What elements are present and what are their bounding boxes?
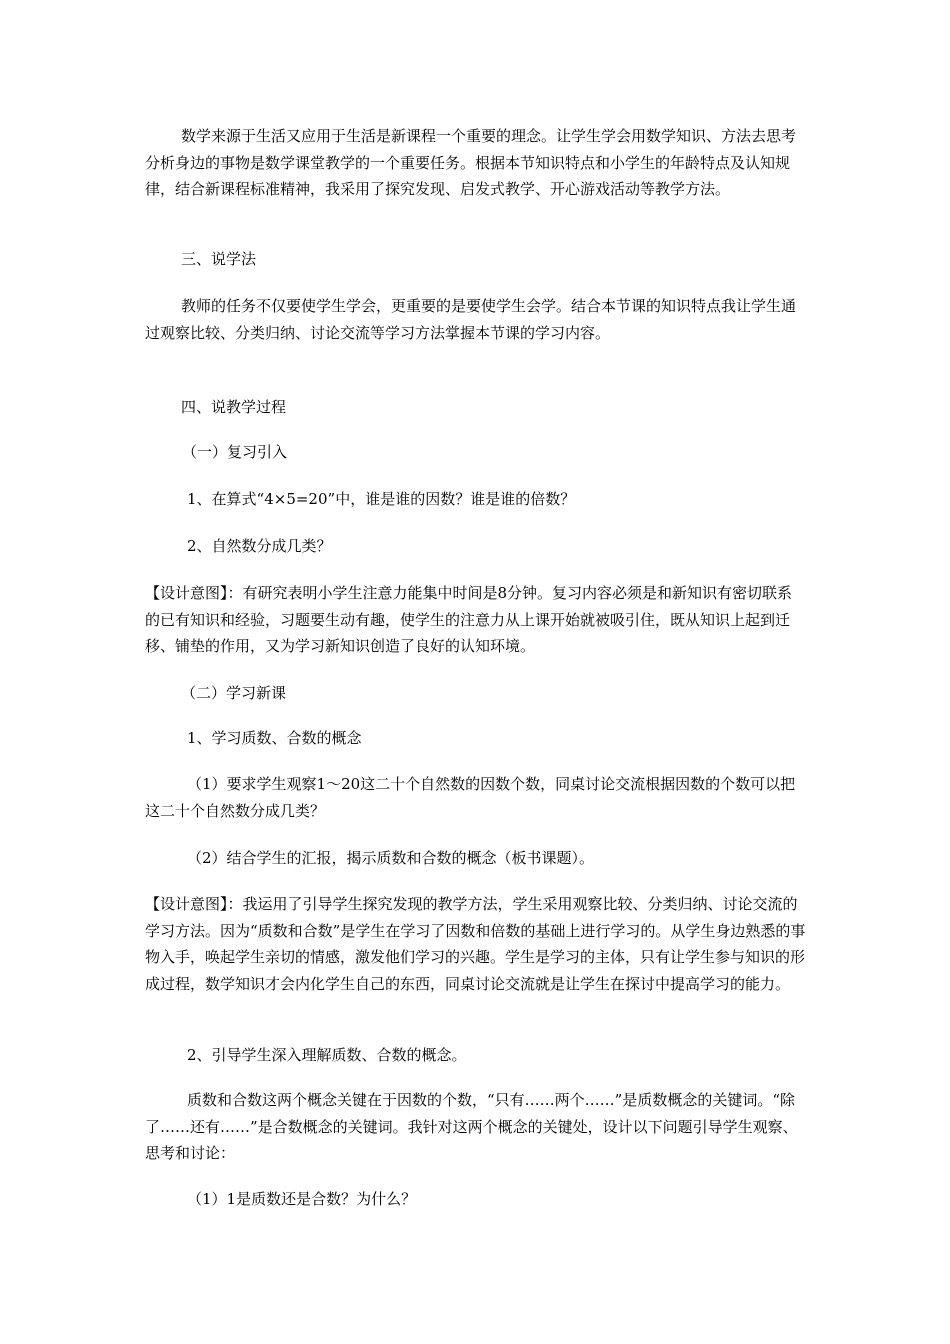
lesson-step-observe-factors: （1）要求学生观察1～20这二十个自然数的因数个数，同桌讨论交流根据因数的个数可以把这二十个自然数分成几类？ (145, 775, 796, 820)
design-intent-review: 【设计意图】：有研究表明小学生注意力能集中时间是8分钟。复习内容必须是和新知识有密切联系的已有知识和经验，习题要生动有趣，使学生的注意力从上课开始就被吸引住，既从知识上起到迁移、铺垫的作用，又为学习新知识创造了良好的认知环境。 (145, 584, 793, 655)
paragraph-teaching-methods: 数学来源于生活又应用于生活是新课程一个重要的理念。让学生学会用数学知识、方法去思考分析身边的事物是数学课堂教学的一个重要任务。根据本节知识特点和小学生的年龄特点及认知规律，结合新课程标准精神，我采用了探究发现、启发式教学、开心游戏活动等教学方法。 (145, 127, 797, 198)
heading-teaching-process: 四、说教学过程 (181, 398, 287, 416)
review-question-1: 1、在算式“4×5=20”中，谁是谁的因数？谁是谁的倍数？ (187, 490, 576, 508)
subheading-prime-composite-concepts: 1、学习质数、合数的概念 (187, 729, 362, 747)
heading-review-introduction: （一）复习引入 (182, 443, 288, 461)
review-question-2: 2、自然数分成几类？ (187, 537, 332, 555)
heading-learning-methods: 三、说学法 (181, 250, 257, 268)
lesson-step-reveal-concepts: （2）结合学生的汇报，揭示质数和合数的概念（板书课题）。 (187, 849, 595, 867)
paragraph-learning-methods: 教师的任务不仅要使学生学会，更重要的是要使学生会学。结合本节课的知识特点我让学生通过观察比较、分类归纳、讨论交流等学习方法掌握本节课的学习内容。 (145, 297, 797, 342)
subheading-deep-understanding: 2、引导学生深入理解质数、合数的概念。 (187, 1046, 467, 1064)
question-one-prime-or-composite: （1）1是质数还是合数？为什么？ (187, 1190, 417, 1208)
paragraph-key-words: 质数和合数这两个概念关键在于因数的个数，“只有……两个……”是质数概念的关键词。“除了……还有……”是合数概念的关键词。我针对这两个概念的关键处，设计以下问题引导学生观察、思考和讨论： (145, 1091, 798, 1162)
design-intent-new-lesson: 【设计意图】：我运用了引导学生探究发现的教学方法，学生采用观察比较、分类归纳、讨论交流的学习方法。因为“质数和合数”是学生在学习了因数和倍数的基础上进行学习的。从学生身边熟悉的事物入手，唤起学生亲切的情感，激发他们学习的兴趣。学生是学习的主体，只有让学生参与知识的形成过程，数学知识才会内化学生自己的东西，同桌讨论交流就是让学生在探讨中提高学习的能力。 (145, 895, 806, 993)
heading-new-lesson: （二）学习新课 (181, 684, 287, 702)
